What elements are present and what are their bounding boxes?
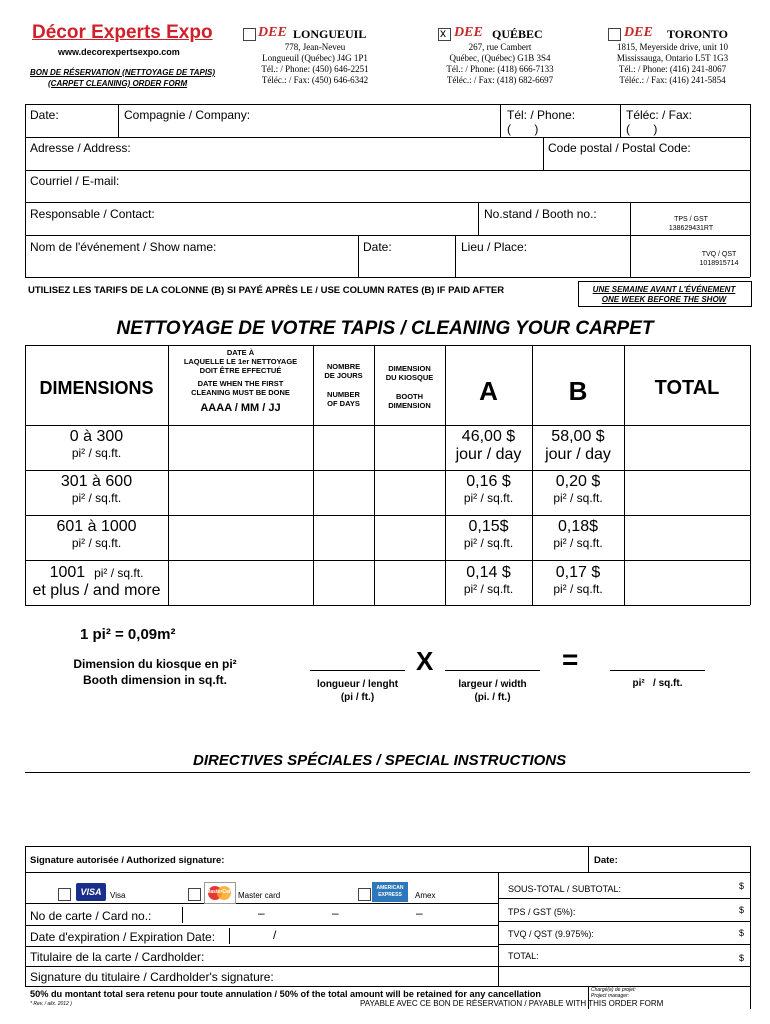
dee-logo: DEE — [258, 25, 287, 40]
column-a-header: A — [479, 376, 498, 406]
signature-date-field[interactable]: Date: — [594, 855, 618, 866]
qst-amount-field[interactable]: TVQ / QST (9.975%): — [508, 929, 594, 939]
qst-number: TVQ / QST 1018915714 — [699, 251, 739, 267]
location-checkbox-quebec[interactable]: x — [438, 28, 451, 41]
mastercard-icon: MasterCard — [204, 882, 236, 904]
dollar-sign: $ — [739, 953, 745, 963]
visa-card-icon: VISA — [76, 883, 106, 901]
fax-field[interactable]: Téléc: / Fax: — [626, 108, 693, 122]
dollar-sign: $ — [739, 881, 745, 891]
address-field[interactable]: Adresse / Address: — [30, 141, 131, 155]
amex-card-icon: AMERICAN EXPRESS — [372, 882, 408, 902]
card-number-dash: – — [258, 906, 265, 920]
gst-number: TPS / GST 138629431RT — [668, 216, 714, 232]
dollar-sign: $ — [739, 905, 745, 915]
total-amount-field[interactable]: TOTAL: — [508, 951, 539, 961]
rate-a-row3: 0,15$ pi² / sq.ft. — [463, 518, 514, 550]
contact-field[interactable]: Responsable / Contact: — [30, 207, 155, 221]
mastercard-label: Master card — [238, 891, 281, 900]
column-b-header: B — [568, 376, 588, 406]
table-row: 0 à 300 pi² / sq.ft. — [69, 428, 124, 460]
form-title-fr: BON DE RÉSERVATION (NETTOYAGE DE TAPIS) — [30, 68, 216, 77]
table-row: 1001 pi² / sq.ft. et plus / and more — [32, 564, 161, 599]
card-number-dash: – — [332, 906, 339, 920]
expiration-slash: / — [273, 928, 277, 942]
gst-amount-field[interactable]: TPS / GST (5%): — [508, 907, 576, 917]
project-manager-field[interactable]: Chargé(e) de projet: Project manager: — [591, 987, 636, 999]
special-instructions-area[interactable] — [25, 773, 750, 846]
rates-notice: UTILISEZ LES TARIFS DE LA COLONNE (B) SI PAYÉ APRÈS LE / USE COLUMN RATES (B) IF PAID AFTER — [28, 285, 505, 296]
dollar-sign: $ — [739, 928, 745, 938]
rate-b-row3: 0,18$ pi² / sq.ft. — [553, 518, 603, 550]
fax-area-code: ( ) — [626, 122, 658, 136]
booth-number-field[interactable]: No.stand / Booth no.: — [484, 207, 597, 221]
booth-dimension-header: DIMENSION DU KIOSQUE BOOTH DIMENSION — [385, 364, 434, 410]
first-cleaning-date-header: DATE À LAQUELLE LE 1er NETTOYAGE DOIT ÊTRE EFFECTUÉ DATE WHEN THE FIRST CLEANING MUST BE DONE AAAA / MM / JJ — [183, 348, 298, 414]
booth-dimension-label: Dimension du kiosque en pi² Booth dimension in sq.ft. — [73, 657, 237, 687]
dee-logo: DEE — [624, 25, 653, 40]
cardholder-signature-field[interactable]: Signature du titulaire / Cardholder's signature: — [30, 970, 274, 984]
date-field[interactable]: Date: — [30, 108, 59, 122]
location-name-toronto: TORONTO — [667, 27, 728, 41]
section-title: NETTOYAGE DE VOTRE TAPIS / CLEANING YOUR CARPET — [116, 318, 654, 339]
rate-b-row1: 58,00 $ jour / day — [545, 428, 611, 463]
cardholder-field[interactable]: Titulaire de la carte / Cardholder: — [30, 950, 205, 964]
website-link[interactable]: www.decorexpertsexpo.com — [58, 47, 180, 57]
conversion-note: 1 pi² = 0,09m² — [80, 626, 176, 643]
width-input[interactable] — [445, 656, 540, 671]
week-before-fr: UNE SEMAINE AVANT L'ÉVÉNEMENT — [592, 285, 736, 294]
times-sign: X — [416, 646, 434, 676]
rate-b-row2: 0,20 $ pi² / sq.ft. — [553, 473, 603, 505]
dee-logo: DEE — [454, 25, 483, 40]
card-number-dash: – — [416, 906, 423, 920]
dimensions-header: DIMENSIONS — [39, 378, 154, 398]
subtotal-field[interactable]: SOUS-TOTAL / SUBTOTAL: — [508, 884, 622, 894]
amex-label: Amex — [415, 891, 436, 900]
show-name-field[interactable]: Nom de l'événement / Show name: — [30, 240, 217, 254]
form-title-en: (CARPET CLEANING) ORDER FORM — [48, 79, 188, 88]
phone-field[interactable]: Tél: / Phone: — [507, 108, 576, 122]
location-checkbox-longueuil[interactable] — [243, 28, 256, 41]
table-row: 601 à 1000 pi² / sq.ft. — [56, 518, 137, 550]
postal-code-field[interactable]: Code postal / Postal Code: — [548, 141, 691, 155]
location-address-quebec: 267, rue Cambert Québec, (Québec) G1B 3S4 Tél.: / Phone: (418) 666-7133 Téléc.: / Fax: (418) 682-6697 — [446, 42, 554, 85]
number-of-days-header: NOMBRE DE JOURS NUMBER OF DAYS — [324, 362, 363, 408]
total-header: TOTAL — [654, 377, 720, 399]
show-date-field[interactable]: Date: — [363, 240, 392, 254]
authorized-signature-field[interactable]: Signature autorisée / Authorized signature: — [30, 855, 225, 866]
length-input[interactable] — [310, 656, 405, 671]
week-before-en: ONE WEEK BEFORE THE SHOW — [601, 295, 727, 304]
cancellation-notice: 50% du montant total sera retenu pour toute annulation / 50% of the total amount will be retained for any cancellation — [30, 989, 541, 999]
place-field[interactable]: Lieu / Place: — [461, 240, 528, 254]
revision-note: * Rev. / alix. 2012 ) — [30, 1001, 72, 1007]
length-label: longueur / lenght (pi / ft.) — [316, 679, 399, 703]
visa-checkbox[interactable] — [58, 888, 71, 901]
area-unit-label: pi² / sq.ft. — [632, 678, 683, 689]
phone-area-code: ( ) — [507, 122, 539, 136]
company-title: Décor Experts Expo — [32, 22, 213, 43]
location-name-quebec: QUÉBEC — [492, 27, 543, 41]
rate-a-row2: 0,16 $ pi² / sq.ft. — [463, 473, 514, 505]
rate-b-row4: 0,17 $ pi² / sq.ft. — [553, 564, 603, 596]
card-number-field[interactable]: No de carte / Card no.: — [30, 909, 152, 923]
rate-a-row4: 0,14 $ pi² / sq.ft. — [463, 564, 514, 596]
amex-checkbox[interactable] — [358, 888, 371, 901]
location-address-toronto: 1815, Meyerside drive, unit 10 Mississauga, Ontario L5T 1G3 Tél.: / Phone: (416) 241-8067 Téléc.: / Fax: (416) 241-5854 — [616, 42, 729, 85]
mastercard-checkbox[interactable] — [188, 888, 201, 901]
payable-notice: PAYABLE AVEC CE BON DE RÉSERVATION / PAYABLE WITH THIS ORDER FORM — [360, 999, 664, 1008]
rate-a-row1: 46,00 $ jour / day — [455, 428, 522, 463]
expiration-date-field[interactable]: Date d'expiration / Expiration Date: — [30, 930, 216, 944]
company-field[interactable]: Compagnie / Company: — [124, 108, 251, 122]
special-instructions-title: DIRECTIVES SPÉCIALES / SPECIAL INSTRUCTIONS — [193, 752, 567, 769]
location-checkbox-toronto[interactable] — [608, 28, 621, 41]
table-row: 301 à 600 pi² / sq.ft. — [60, 473, 133, 505]
location-address-longueuil: 778, Jean-Neveu Longueuil (Québec) J4G 1P1 Tél.: / Phone: (450) 646-2251 Téléc.: / Fax: (450) 646-6342 — [261, 42, 369, 85]
email-field[interactable]: Courriel / E-mail: — [30, 174, 120, 188]
width-label: largeur / width (pi. / ft.) — [458, 679, 527, 703]
area-result-input[interactable] — [610, 656, 705, 671]
equals-sign: = — [562, 644, 579, 675]
visa-label: Visa — [110, 891, 126, 900]
location-name-longueuil: LONGUEUIL — [293, 27, 367, 41]
